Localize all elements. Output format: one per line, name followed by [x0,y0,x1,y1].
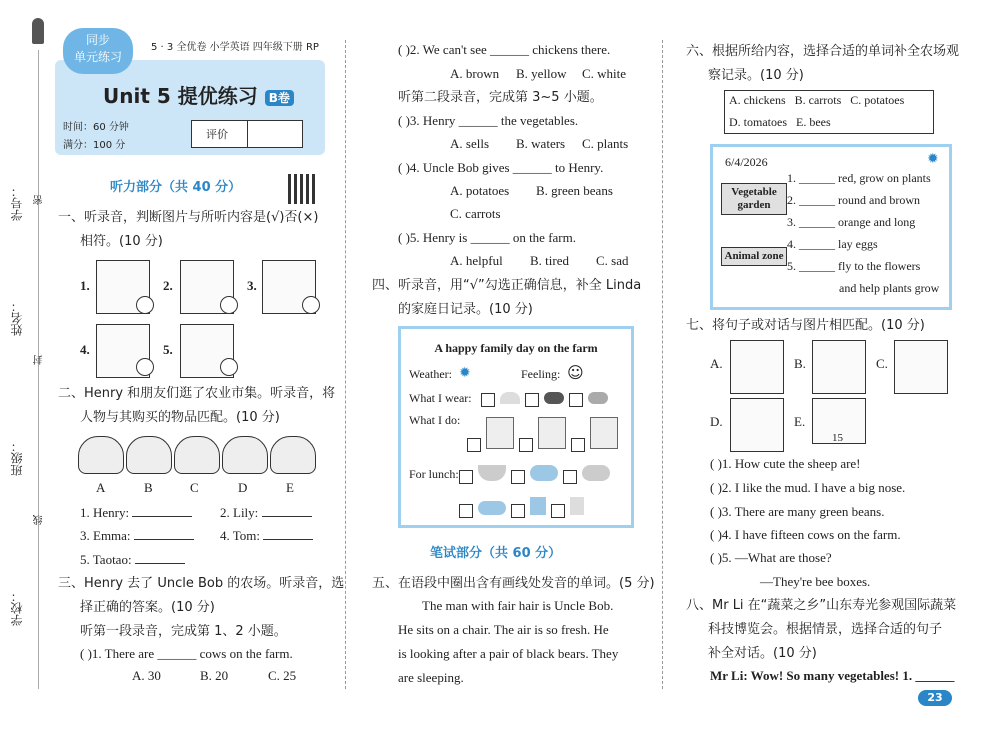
unit-title [103,80,294,109]
s5-line-4: are sleeping. [398,670,464,685]
s2-letter-c: C [190,480,199,495]
s3-q1: ( )1. There are ______ cows on the farm. [80,646,293,661]
unit-sub: 提优练习 [177,84,258,108]
answer-circle-3[interactable] [302,296,320,314]
seal-xian: 线 [34,515,45,525]
s2-tom-label: 4. Tom: [220,528,261,543]
shopping-bag-e-image [270,436,316,474]
s1-label-2: 2. [163,278,173,293]
q3-opt-b[interactable]: B. waters [516,136,566,151]
lunch-checkbox-6[interactable] [551,504,565,518]
record-blank-3[interactable]: 3. ______ orange and long [787,215,916,229]
q2-opt-c[interactable]: C. white [582,66,627,81]
q2-opt-b[interactable]: B. yellow [516,66,567,81]
s1-title2: 相符。(10 分) [80,234,163,249]
do-checkbox-3[interactable] [571,438,585,452]
school-label: 学校： [10,590,24,626]
painting-icon [486,417,514,449]
s8-line: Mr Li: Wow! So many vegetables! 1. ______ [710,668,955,683]
wear-checkbox-1[interactable] [481,393,495,407]
number-label: 学号： [10,185,24,221]
s2-tom [220,528,313,544]
s2-title2: 人物与其购买的物品匹配。(10 分) [80,410,280,425]
pig-image [894,340,948,394]
s2-lily [220,505,312,521]
header-card [55,22,325,152]
do-checkbox-1[interactable] [467,438,481,452]
s4-title2: 的家庭日记录。(10 分) [398,302,533,317]
record-blank-4[interactable]: 4. ______ lay eggs [787,237,878,251]
column-divider-1 [345,40,346,689]
page-number: 23 [918,690,952,706]
s7-q5b: —They're bee boxes. [760,574,871,589]
s2-lily-blank[interactable] [262,516,312,517]
q3: ( )3. Henry ______ the vegetables. [398,113,579,128]
corn-plant-image [730,340,784,394]
s3-q1-opt-b[interactable]: B. 20 [200,668,229,683]
answer-circle-4[interactable] [136,358,154,376]
s2-emma-label: 3. Emma: [80,528,131,543]
s7-letter-b: B. [794,356,806,371]
s2-taotao [80,552,185,568]
eval-divider [247,121,248,147]
s5-line-2: He sits on a chair. The air is so fresh. He [398,622,609,637]
lunch-row-2 [459,497,584,519]
q5-opt-a[interactable]: A. helpful [450,253,503,268]
s6-title2: 察记录。(10 分) [708,68,804,83]
s1-label-1: 1. [80,278,90,293]
s2-lily-label: 2. Lily: [220,505,259,520]
diary-card [398,326,634,528]
cap-icon [588,392,608,404]
column-divider-2 [662,40,663,689]
name-label: 姓名： [10,300,24,336]
farm-record-card [710,144,952,310]
s7-q4: ( )4. I have fifteen cows on the farm. [710,527,901,542]
s2-taotao-blank[interactable] [135,563,185,564]
lunch-checkbox-4[interactable] [459,504,473,518]
smile-icon: ☺ [567,363,584,382]
q4-opt-c[interactable]: C. carrots [450,206,501,221]
sync-badge: 同步 单元练习 [63,28,133,74]
q4: ( )4. Uncle Bob gives ______ to Henry. [398,160,604,175]
time-text: 时间：60 分钟 [63,122,129,133]
do-options [467,417,618,453]
shopping-bag-b-image [126,436,172,474]
eval-label: 评价 [206,128,228,141]
lunch-row-1 [459,465,610,485]
s1-label-3: 3. [247,278,257,293]
wear-options [481,389,608,408]
word-box-line-2: D. tomatoes E. bees [729,115,831,129]
q4-opt-b[interactable]: B. green beans [536,183,613,198]
s2-tom-blank[interactable] [263,539,313,540]
s1-label-5: 5. [163,342,173,357]
sun-icon-2: ✹ [927,151,939,167]
record-blank-5[interactable]: 5. ______ fly to the flowers [787,259,921,273]
q3-opt-c[interactable]: C. plants [582,136,629,151]
answer-circle-5[interactable] [220,358,238,376]
s2-letter-a: A [96,480,106,495]
class-label: 班级： [10,440,24,476]
qr-code-icon [288,174,318,204]
q2: ( )2. We can't see ______ chickens there. [398,42,611,57]
s2-henry [80,505,192,521]
lunch-checkbox-3[interactable] [563,470,577,484]
record-date: 6/4/2026 [725,155,768,169]
weather-label: Weather: [409,367,453,381]
plate-icon [478,501,506,515]
s2-emma [80,528,194,544]
do-label: What I do: [409,413,461,427]
s2-emma-blank[interactable] [134,539,194,540]
s5-line-3: is looking after a pair of black bears. They [398,646,619,661]
s3-q1-opt-c[interactable]: C. 25 [268,668,297,683]
s5-line-1: The man with fair hair is Uncle Bob. [422,598,614,613]
record-blank-2[interactable]: 2. ______ round and brown [787,193,920,207]
q5: ( )5. Henry is ______ on the farm. [398,230,576,245]
series-text: 5 · 3 全优卷 小学英语 四年级下册 RP [151,42,319,53]
record-blank-5b: and help plants grow [839,281,940,295]
s7-letter-e: E. [794,414,806,429]
lunch-checkbox-5[interactable] [511,504,525,518]
unit-name: Unit 5 [103,84,171,108]
q2-opt-a[interactable]: A. brown [450,66,500,81]
lunch-checkbox-1[interactable] [459,470,473,484]
eval-box [191,120,303,148]
cow-count: 15 [832,432,843,444]
written-title: 笔试部分（共 60 分） [430,546,562,561]
wear-checkbox-3[interactable] [569,393,583,407]
word-box [724,90,934,134]
juice-icon [570,497,584,515]
s2-henry-label: 1. Henry: [80,505,130,520]
do-checkbox-2[interactable] [519,438,533,452]
s8-title3: 补全对话。(10 分) [708,646,817,661]
answer-circle-2[interactable] [220,296,238,314]
s5-title: 五、在语段中圈出含有画线处发音的单词。(5 分) [372,576,655,591]
farming-icon [538,417,566,449]
s2-henry-blank[interactable] [132,516,192,517]
shopping-bag-c-image [174,436,220,474]
s3-hint1: 听第一段录音，完成第 1、2 小题。 [80,624,287,639]
q4-opt-a[interactable]: A. potatoes [450,183,510,198]
greenhouse-image [812,340,866,394]
answer-circle-1[interactable] [136,296,154,314]
sign-vegetable-garden: Vegetable garden [721,183,787,215]
s7-q5: ( )5. —What are those? [710,550,832,565]
lunch-label: For lunch: [409,467,459,481]
fruit-bowl-icon [478,465,506,481]
shopping-bag-a-image [78,436,124,474]
s2-letter-b: B [144,480,153,495]
s1-label-4: 4. [80,342,90,357]
listening-title: 听力部分（共 40 分） [110,180,242,195]
sunglasses-icon [544,392,564,404]
sign-animal-zone: Animal zone [721,247,787,266]
s3-title: 三、Henry 去了 Uncle Bob 的农场。听录音，选 [58,576,345,591]
s7-letter-a: A. [710,356,723,371]
feeling-label: Feeling: [521,367,561,381]
rocket-icon [32,18,44,44]
q5-opt-c[interactable]: C. sad [596,253,629,268]
s2-letter-e: E [286,480,294,495]
s7-title: 七、将句子或对话与图片相匹配。(10 分) [686,318,925,333]
s7-q3: ( )3. There are many green beans. [710,504,885,519]
s4-title: 四、听录音，用“√”勾选正确信息，补全 Linda [372,278,642,293]
hat-icon [500,392,520,404]
q5-opt-b[interactable]: B. tired [530,253,569,268]
s1-title: 一、听录音，判断图片与所听内容是(√)否(×) [58,210,319,225]
s7-q2: ( )2. I like the mud. I have a big nose. [710,480,906,495]
seal-feng: 封 [34,355,45,365]
diary-title: A happy family day on the farm [434,341,598,355]
word-box-line-1: A. chickens B. carrots C. potatoes [729,93,905,107]
s2-taotao-label: 5. Taotao: [80,552,132,567]
unit-tag: B卷 [265,90,294,106]
lunch-checkbox-2[interactable] [511,470,525,484]
shopping-bag-d-image [222,436,268,474]
wear-checkbox-2[interactable] [525,393,539,407]
s3-q1-opt-a[interactable]: A. 30 [132,668,161,683]
s7-letter-d: D. [710,414,723,429]
s7-letter-c: C. [876,356,888,371]
s8-title2: 科技博览会。根据情景，选择合适的句子 [708,622,943,637]
s2-letter-d: D [238,480,248,495]
s3-title2: 择正确的答案。(10 分) [80,600,215,615]
wear-label: What I wear: [409,391,472,405]
watering-icon [590,417,618,449]
chicken-dish-icon [582,465,610,481]
sheep-image-2 [730,398,784,452]
hint2: 听第二段录音，完成第 3~5 小题。 [398,90,603,105]
drink-icon [530,497,546,515]
s2-title: 二、Henry 和朋友们逛了农业市集。听录音，将 [58,386,336,401]
s8-title: 八、Mr Li 在“蔬菜之乡”山东寿光参观国际蔬菜 [686,598,957,613]
binding-line [38,50,39,689]
q3-opt-a[interactable]: A. sells [450,136,489,151]
fish-dish-icon [530,465,558,481]
seal-mi: 密 [34,195,45,205]
s7-q1: ( )1. How cute the sheep are! [710,456,861,471]
sun-icon: ✹ [459,365,471,381]
score-text: 满分：100 分 [63,140,126,151]
record-blank-1[interactable]: 1. ______ red, grow on plants [787,171,931,185]
s6-title: 六、根据所给内容，选择合适的单词补全农场观 [686,44,960,59]
